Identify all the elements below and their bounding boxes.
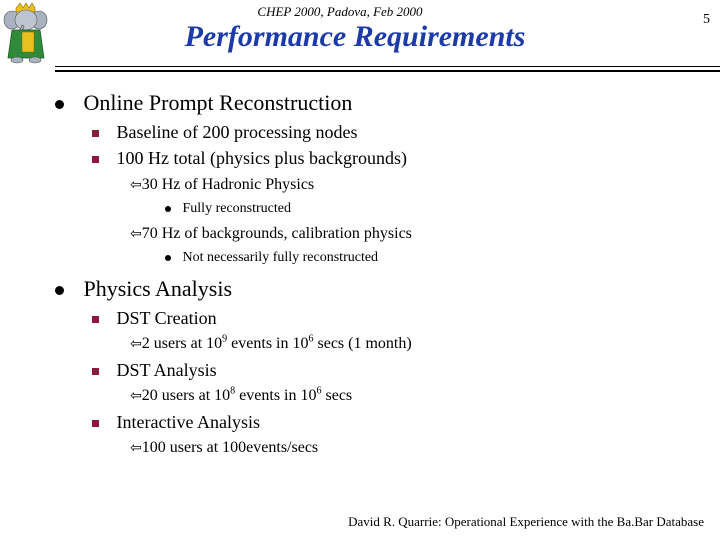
square-bullet-icon (92, 130, 99, 137)
slide-footer: David R. Quarrie: Operational Experience with the Ba.Bar Database (348, 514, 704, 529)
logo-foot-left (11, 57, 23, 63)
logo-foot-right (29, 57, 41, 63)
bullet-fully-reconstructed: Fully reconstructed (165, 201, 291, 217)
bullet-interactive-detail: ⇦100 users at 100events/secs (130, 439, 319, 456)
title-rule-top (55, 66, 720, 67)
square-bullet-icon (92, 420, 99, 427)
arrow-bullet-icon: ⇦ (130, 336, 142, 352)
bullet-dst-analysis: DST Analysis (92, 360, 217, 381)
square-bullet-icon (92, 316, 99, 323)
arrow-bullet-icon: ⇦ (130, 440, 142, 456)
bullet-interactive-analysis: Interactive Analysis (92, 412, 260, 433)
bullet-dst-creation-detail: ⇦2 users at $10^9$ events in $10^6$ secs (1 month) (130, 333, 412, 352)
slide-number: 5 (703, 12, 710, 27)
bullet-not-fully-reconstructed: Not necessarily fully reconstructed (165, 250, 378, 266)
arrow-bullet-icon: ⇦ (130, 226, 142, 242)
round-bullet-icon (55, 100, 64, 109)
bullet-dst-analysis-detail: ⇦20 users at $10^8$ events in $10^6$ secs (130, 385, 353, 404)
bullet-dst-creation: DST Creation (92, 308, 217, 329)
conference-header: CHEP 2000, Padova, Feb 2000 (257, 4, 423, 19)
bullet-backgrounds: ⇦70 Hz of backgrounds, calibration physics (130, 225, 412, 242)
title-rule-bottom (55, 70, 720, 72)
arrow-bullet-icon: ⇦ (130, 177, 142, 193)
square-bullet-icon (92, 156, 99, 163)
bullet-hadronic-physics: ⇦30 Hz of Hadronic Physics (130, 176, 315, 193)
bullet-online-reconstruction: Online Prompt Reconstruction (55, 90, 352, 116)
bullet-total-rate: 100 Hz total (physics plus backgrounds) (92, 148, 407, 169)
square-bullet-icon (92, 368, 99, 375)
round-bullet-icon (165, 206, 171, 212)
round-bullet-icon (165, 255, 171, 261)
bullet-processing-nodes: Baseline of 200 processing nodes (92, 122, 357, 143)
round-bullet-icon (55, 286, 64, 295)
slide-title: Performance Requirements (184, 20, 526, 53)
arrow-bullet-icon: ⇦ (130, 388, 142, 404)
bullet-physics-analysis: Physics Analysis (55, 276, 232, 302)
